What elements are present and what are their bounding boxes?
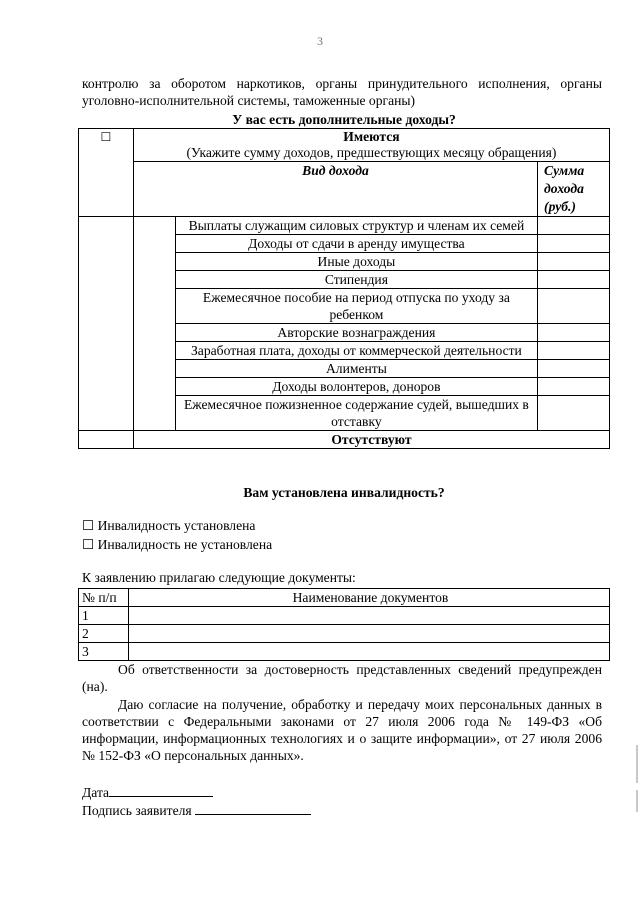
income-row-sum[interactable] <box>538 360 610 378</box>
income-has-header <box>133 129 609 162</box>
disability-option-not-established[interactable]: ☐ Инвалидность не установлена <box>82 537 273 552</box>
documents-table <box>78 588 610 661</box>
doc-row-name[interactable] <box>128 643 609 661</box>
income-row-sum[interactable] <box>538 289 610 324</box>
consent-text: Даю согласие на получение, обработку и передачу моих персональных данных в соответствии с Федеральными законами от 27 июля 2006 года № 149-ФЗ «Об информации, информационных технологиях и о защите информации», от 27 июля 2006 № 152-ФЗ «О персональных данных». <box>82 697 602 763</box>
responsibility-text: Об ответственности за достоверность представленных сведений предупрежден (на). <box>82 662 602 694</box>
income-row-sum[interactable] <box>538 342 610 360</box>
doc-row-name[interactable] <box>128 607 609 625</box>
col-doc-name: Наименование документов <box>128 589 609 607</box>
income-row-label: Алименты <box>175 360 537 378</box>
doc-row-number: 3 <box>79 643 129 661</box>
doc-row-number: 1 <box>79 607 129 625</box>
income-row-sum[interactable] <box>538 217 610 235</box>
income-row-sum[interactable] <box>538 253 610 271</box>
income-row-label: Ежемесячное пособие на период отпуска по уходу за ребенком <box>175 289 537 324</box>
income-has-note: (Укажите сумму доходов, предшествующих месяцу обращения) <box>186 145 557 160</box>
scan-edge-mark <box>636 745 638 783</box>
income-has-checkbox[interactable]: ☐ <box>79 129 134 217</box>
income-left-spacer <box>79 217 134 431</box>
income-table <box>78 128 610 449</box>
income-row-sum[interactable] <box>538 235 610 253</box>
income-row-label: Ежемесячное пожизненное содержание судей, вышедших в отставку <box>175 396 537 431</box>
income-row-sum[interactable] <box>538 271 610 289</box>
income-row-label: Доходы от сдачи в аренду имущества <box>175 235 537 253</box>
date-label: Дата <box>82 785 110 800</box>
income-question: У вас есть дополнительные доходы? <box>232 112 456 127</box>
income-row-label: Иные доходы <box>175 253 537 271</box>
income-row-label: Стипендия <box>175 271 537 289</box>
income-row-label: Доходы волонтеров, доноров <box>175 378 537 396</box>
income-has-title: Имеются <box>343 129 400 144</box>
col-doc-number: № п/п <box>79 589 129 607</box>
intro-text: контролю за оборотом наркотиков, органы принудительного исполнения, органы уголовно-исполнительной системы, таможенные органы) <box>82 76 602 108</box>
col-income-type: Вид дохода <box>133 162 537 217</box>
income-row-sum[interactable] <box>538 324 610 342</box>
col-income-sum: Сумма дохода (руб.) <box>538 162 610 217</box>
date-field[interactable] <box>109 783 213 797</box>
income-row-sum[interactable] <box>538 396 610 431</box>
page-number: 3 <box>317 34 323 48</box>
disability-question: Вам установлена инвалидность? <box>243 485 445 500</box>
documents-intro: К заявлению прилагаю следующие документы: <box>82 570 356 585</box>
scan-edge-mark <box>636 790 638 812</box>
doc-row-number: 2 <box>79 625 129 643</box>
signature-line <box>82 801 311 819</box>
date-line <box>82 783 213 801</box>
income-row-sum[interactable] <box>538 378 610 396</box>
signature-label: Подпись заявителя <box>82 803 192 818</box>
income-absent: Отсутствуют <box>133 431 609 449</box>
signature-field[interactable] <box>195 801 311 815</box>
doc-row-name[interactable] <box>128 625 609 643</box>
income-inner-spacer <box>133 217 175 431</box>
income-row-label: Заработная плата, доходы от коммерческой деятельности <box>175 342 537 360</box>
disability-option-established[interactable]: ☐ Инвалидность установлена <box>82 518 256 533</box>
income-row-label: Выплаты служащим силовых структур и членам их семей <box>175 217 537 235</box>
income-absent-checkbox[interactable] <box>79 431 134 449</box>
income-row-label: Авторские вознаграждения <box>175 324 537 342</box>
